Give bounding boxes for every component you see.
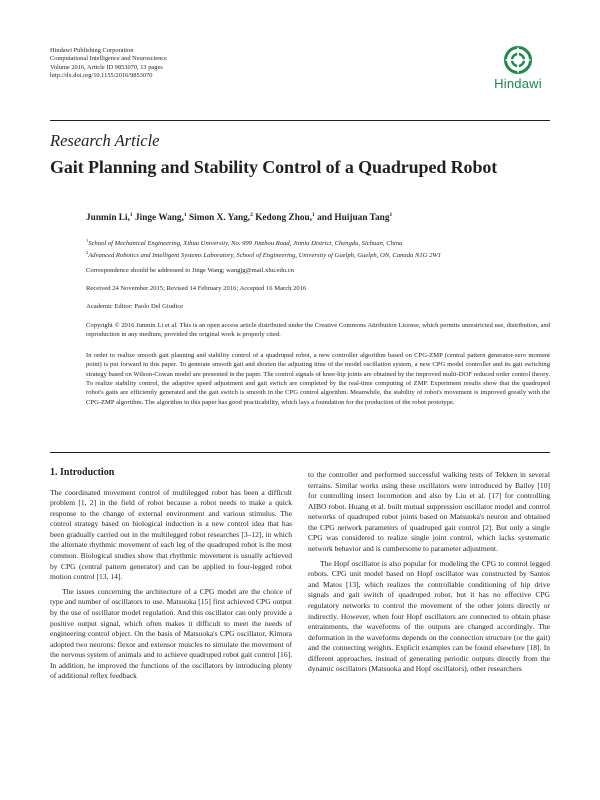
doi-link[interactable]: http://dx.doi.org/10.1155/2016/9853070: [50, 72, 153, 80]
paragraph: The Hopf oscillator is also popular for modeling the CPG to control legged robots. CPG unit model based on Hopf oscillator was constructed by Santos and Matos [13], which realizes the controllable conditioning of hip drive signals and gait switch of quadruped robot, but it has no effective CPG regulatory networks to control the movement of the other joints directly or indirectly. However, when four Hopf oscillators are connected to obtain phase entrainments, the waveforms of the outputs are changed accordingly. The deformation in the waveforms depends on the connection structure (or the gait) and the connecting weights. Explicit examples can be found elsewhere [18]. In different approaches, instead of generating periodic outputs directly from the dynamic oscillators (Matsuoka and Hopf oscillators), other researchers: [308, 558, 550, 674]
abstract-divider: [50, 452, 550, 453]
right-column: [308, 470, 550, 675]
paragraph: to the controller and performed successful walking tests of Tekken in several terrains. Similar works using these oscillators were introduced by Bailey [10] for controlling insect locomotion and also by Liu et al. [17] for controlling AIBO robot. Huang et al. built mutual suppression oscillator model and control networks of quadruped robot joints based on Matsuoka's neuron and obtained the CPG network parameters of quadruped gait control [2]. But only a single CPG was considered to realize single joint control, which lacks systematic network behavior and is cumbersome to parameter adjustment.: [308, 470, 550, 554]
paragraph: The issues concerning the architecture of a CPG model are the choice of type and number of oscillators to use. Matsuoka [15] first achieved CPG output by the use of oscillator model regulation. And this oscillator can only provide a positive output signal, which often makes it difficult to meet the needs of engineering control object. On the basis of Matsuoka's CPG oscillator, Kimura adopted two neurons: flexor and extensor muscles to simulate the movement of the nervous system of animals and to achieve quadruped robot gait control [16]. In addition, he improved the functions of the oscillators by introducing plenty of additional reflex feedback: [50, 586, 292, 681]
author-affiliation-mark: 1: [389, 212, 393, 218]
hindawi-logo: [486, 46, 550, 104]
header-divider: [50, 120, 550, 121]
article-title: Gait Planning and Stability Control of a Quadruped Robot: [50, 157, 498, 177]
author-name: and Huijuan Tang: [314, 213, 390, 224]
author-affiliation-mark: 2: [250, 212, 253, 218]
volume-info: Volume 2016, Article ID 9853070, 13 pages: [50, 63, 163, 71]
author-affiliation-mark: 1: [312, 212, 315, 218]
academic-editor: Academic Editor: Paolo Del Giudice: [86, 303, 184, 310]
author-name: Jinge Wang,: [132, 213, 184, 224]
left-column: [50, 468, 292, 682]
affiliations: [86, 236, 550, 260]
author-affiliation-mark: 1: [129, 212, 133, 218]
author-affiliation-mark: 1: [183, 212, 187, 218]
article-type: Research Article: [50, 131, 160, 150]
journal-name: Computational Intelligence and Neuroscience: [50, 55, 167, 63]
author-name: Junmin Li,: [86, 213, 130, 224]
author-list: [86, 212, 392, 223]
header-meta: [50, 47, 167, 81]
author-name: Kedong Zhou,: [252, 213, 313, 224]
correspondence: Correspondence should be addressed to Jinge Wang; wangjg@mail.xhu.edu.cn: [86, 267, 294, 274]
article-dates: Received 24 November 2015; Revised 14 February 2016; Accepted 16 March 2016: [86, 285, 307, 292]
hindawi-logo-icon: [504, 46, 532, 74]
section-heading: 1. Introduction: [50, 467, 115, 478]
paragraph: The coordinated movement control of multilegged robot has been a difficult problem [1, 2] in the field of robot because a robot needs to make a quick response to the change of external environment and various stimulus. The control strategy based on biological induction is a new control idea that has been gradually carried out in the multilegged robot researches [3–12], in which the alternate rhythmic movement of each leg of the quadruped robot is the most common. Biological studies show that rhythmic movement is usually achieved by CPG (central pattern generator) and can be applied to four-legged robot motion control [13, 14].: [50, 487, 292, 582]
logo-text: Hindawi: [494, 76, 542, 91]
publisher: Hindawi Publishing Corporation: [50, 47, 134, 54]
abstract: In order to realize smooth gait planning and stability control of a quadruped robot, a new controller algorithm based on CPG-ZMP (central pattern generator-zero moment point) is put forward in this paper. To generate smooth gait and shorten the adjusting time of the model oscillation system, a new CPG model controller and its gait switching strategy based on Wilson-Cowan model are presented in the paper. The control signals of knee-hip joints are obtained by the improved multi-DOF reduced order control theory. To realize stability control, the adaptive speed adjustment and gait switch are completed by the real-time computing of ZMP. Experiment results show that the quadruped robot's gaits are efficiently generated and the gait switch is smooth in the CPG control algorithm. Meanwhile, the stability of robot's movement is improved greatly with the CPG-ZMP algorithm. The algorithm in this paper has good practicability, which lays a foundation for the production of the robot prototype.: [86, 352, 550, 406]
affiliation: $^2$Advanced Robotics and Intelligent Systems Laboratory, School of Engineering, University of Guelph, Guelph, ON, Canada N1G 2W1: [86, 250, 442, 260]
copyright-notice: Copyright © 2016 Junmin Li et al. This is an open access article distributed under the Creative Commons Attribution License, which permits unrestricted use, distribution, and reproduction in any medium, provided the original work is properly cited.: [86, 322, 550, 338]
affiliation: $^1$School of Mechanical Engineering, Xihua University, No. 999 Jinzhou Road, Jinniu District, Chengdu, Sichuan, China: [86, 238, 403, 248]
author-name: Simon X. Yang,: [186, 213, 251, 224]
